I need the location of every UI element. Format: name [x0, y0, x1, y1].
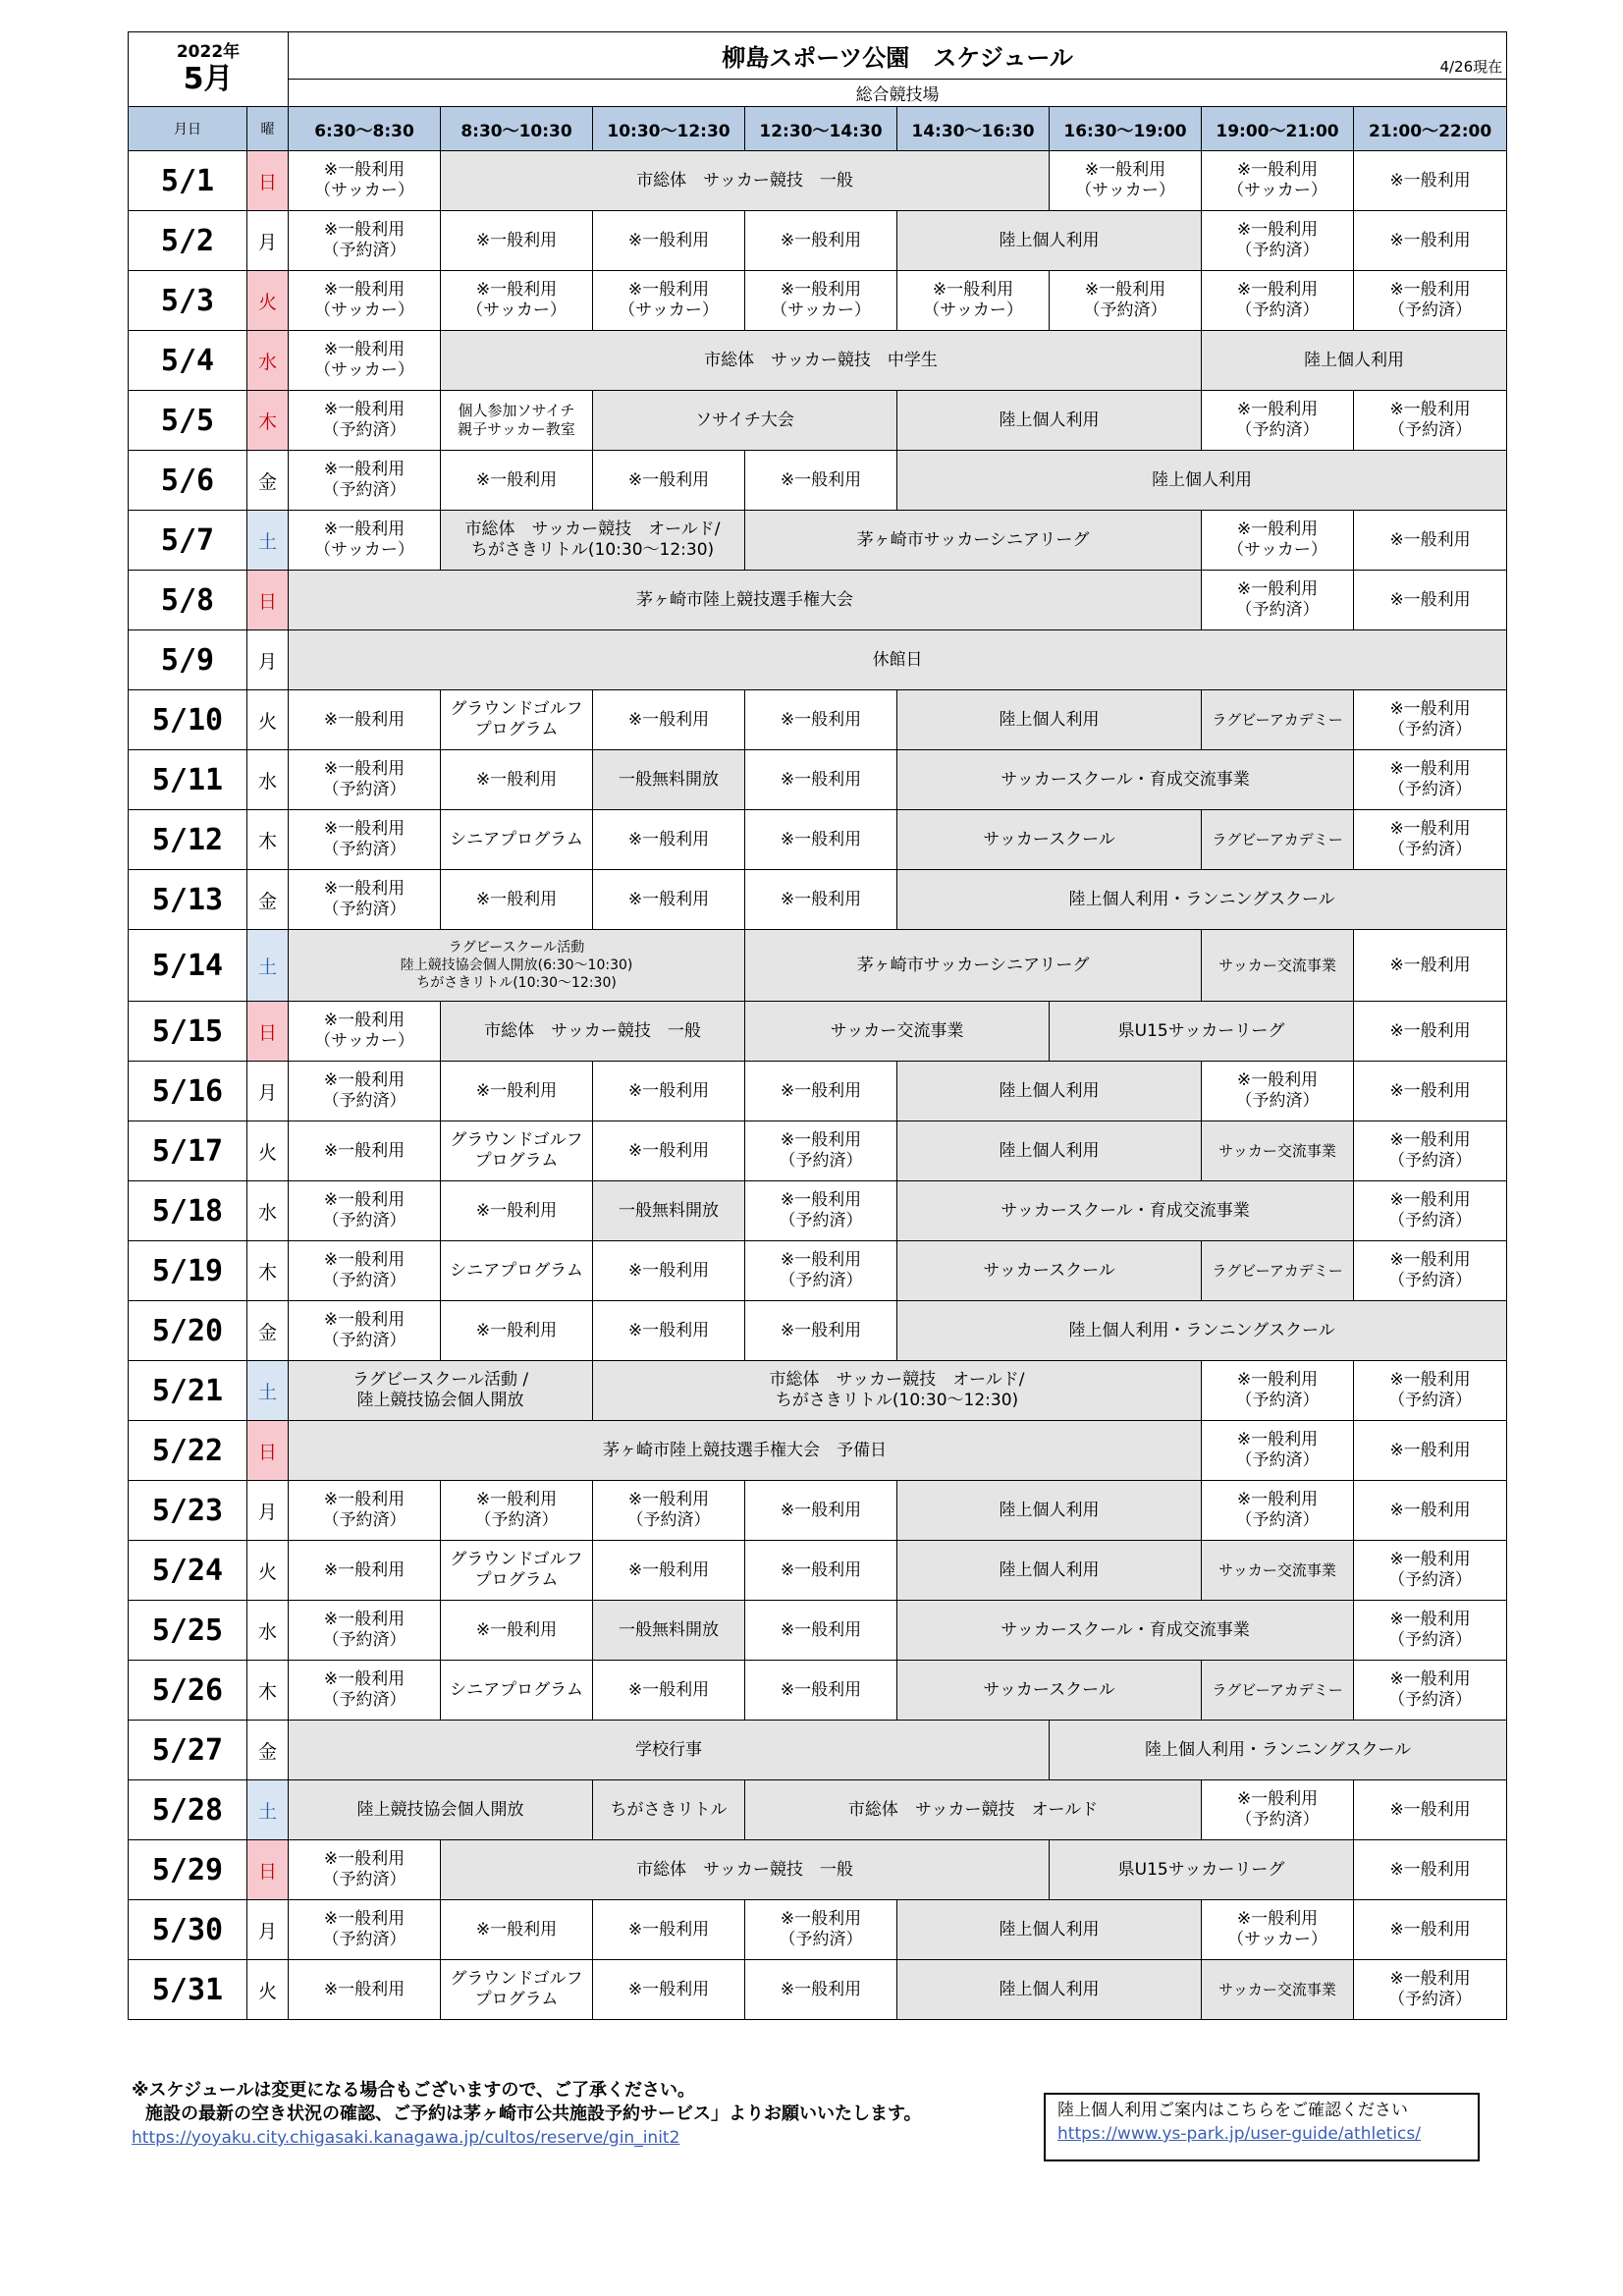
date-cell: 5/30 — [129, 1900, 247, 1960]
day-of-week-cell: 日 — [247, 151, 289, 211]
footer-notes — [132, 2079, 1015, 2150]
day-of-week-cell: 日 — [247, 1002, 289, 1062]
schedule-cell: ※一般利用 （予約済） — [1202, 391, 1354, 451]
schedule-cell: ※一般利用 （サッカー） — [289, 151, 441, 211]
schedule-cell: ラグビースクール活動 陸上競技協会個人開放(6:30～10:30) ちがさきリトル(10:30～12:30) — [289, 930, 745, 1002]
schedule-cell: ※一般利用 （予約済） — [1354, 1181, 1507, 1241]
month-label: 5月 — [183, 62, 234, 96]
schedule-cell: ソサイチ大会 — [593, 391, 897, 451]
day-of-week-cell: 木 — [247, 810, 289, 870]
as-of-date: 4/26現在 — [1439, 58, 1503, 76]
schedule-row — [129, 1002, 1507, 1062]
schedule-row — [129, 1780, 1507, 1840]
schedule-cell: グラウンドゴルフ プログラム — [441, 1121, 593, 1181]
date-cell: 5/1 — [129, 151, 247, 211]
day-of-week-cell: 月 — [247, 630, 289, 690]
day-of-week-cell: 月 — [247, 1062, 289, 1121]
schedule-cell: サッカー交流事業 — [1202, 1121, 1354, 1181]
day-of-week-cell: 日 — [247, 571, 289, 630]
schedule-row — [129, 1721, 1507, 1780]
schedule-cell: ※一般利用 （予約済） — [593, 1481, 745, 1541]
schedule-cell: ※一般利用 （予約済） — [289, 1840, 441, 1900]
schedule-row — [129, 571, 1507, 630]
schedule-cell: 市総体 サッカー競技 一般 — [441, 1840, 1050, 1900]
schedule-cell: ※一般利用 （予約済） — [289, 1661, 441, 1721]
schedule-cell: 県U15サッカーリーグ — [1050, 1002, 1354, 1062]
schedule-cell: ※一般利用 — [289, 1121, 441, 1181]
schedule-cell: ※一般利用 — [593, 1960, 745, 2020]
schedule-cell: サッカースクール — [897, 1661, 1202, 1721]
schedule-cell: ※一般利用 — [593, 1121, 745, 1181]
schedule-cell: ※一般利用 （予約済） — [1202, 271, 1354, 331]
date-cell: 5/4 — [129, 331, 247, 391]
schedule-cell: ※一般利用 — [441, 1062, 593, 1121]
schedule-cell: ※一般利用 （予約済） — [745, 1900, 897, 1960]
day-of-week-cell: 火 — [247, 1541, 289, 1601]
schedule-cell: ※一般利用 — [441, 1181, 593, 1241]
schedule-cell: ※一般利用 — [745, 870, 897, 930]
schedule-cell: ※一般利用 — [289, 690, 441, 750]
schedule-row — [129, 211, 1507, 271]
schedule-cell: 陸上個人利用 — [897, 1900, 1202, 1960]
schedule-cell: ※一般利用 （予約済） — [1354, 1960, 1507, 2020]
schedule-cell: ※一般利用 （予約済） — [289, 451, 441, 511]
schedule-cell: 陸上個人利用・ランニングスクール — [897, 870, 1507, 930]
athletics-info-box — [1044, 2093, 1480, 2161]
schedule-cell: ※一般利用 — [1354, 211, 1507, 271]
schedule-row — [129, 1900, 1507, 1960]
schedule-cell: 陸上個人利用 — [897, 1121, 1202, 1181]
schedule-cell: サッカー交流事業 — [1202, 1541, 1354, 1601]
day-of-week-cell: 金 — [247, 1721, 289, 1780]
schedule-cell: サッカー交流事業 — [745, 1002, 1050, 1062]
schedule-cell: ※一般利用 （予約済） — [745, 1121, 897, 1181]
schedule-cell: ※一般利用 — [593, 1900, 745, 1960]
schedule-cell: 陸上個人利用・ランニングスクール — [1050, 1721, 1507, 1780]
schedule-cell: 学校行事 — [289, 1721, 1050, 1780]
schedule-cell: 陸上個人利用 — [897, 690, 1202, 750]
schedule-cell: 陸上競技協会個人開放 — [289, 1780, 593, 1840]
day-of-week-cell: 月 — [247, 1481, 289, 1541]
schedule-cell: シニアプログラム — [441, 1661, 593, 1721]
schedule-cell: ※一般利用 （予約済） — [1354, 690, 1507, 750]
schedule-row — [129, 1481, 1507, 1541]
page-title: 柳島スポーツ公園 スケジュール — [722, 44, 1073, 72]
day-of-week-cell: 火 — [247, 271, 289, 331]
schedule-cell: ※一般利用 — [441, 451, 593, 511]
schedule-cell: ※一般利用 — [441, 211, 593, 271]
schedule-cell: ※一般利用 （予約済） — [1354, 1241, 1507, 1301]
schedule-cell: ※一般利用 — [745, 1661, 897, 1721]
schedule-cell: ※一般利用 （サッカー） — [1050, 151, 1202, 211]
schedule-cell: ※一般利用 （予約済） — [289, 391, 441, 451]
time-slot-header: 19:00～21:00 — [1202, 107, 1354, 151]
schedule-cell: ※一般利用 — [441, 750, 593, 810]
date-cell: 5/5 — [129, 391, 247, 451]
schedule-row — [129, 1421, 1507, 1481]
schedule-cell: ※一般利用 （サッカー） — [441, 271, 593, 331]
schedule-cell: ※一般利用 （サッカー） — [1202, 151, 1354, 211]
schedule-row — [129, 1062, 1507, 1121]
schedule-cell: ※一般利用 — [745, 1301, 897, 1361]
year-label: 2022年 — [176, 42, 241, 62]
schedule-cell: ※一般利用 — [593, 451, 745, 511]
day-of-week-cell: 木 — [247, 391, 289, 451]
schedule-cell: 市総体 サッカー競技 一般 — [441, 151, 1050, 211]
schedule-row — [129, 930, 1507, 1002]
schedule-cell: 陸上個人利用 — [897, 1481, 1202, 1541]
venue-label: 総合競技場 — [289, 80, 1507, 107]
day-of-week-cell: 金 — [247, 870, 289, 930]
schedule-cell: ※一般利用 （サッカー） — [745, 271, 897, 331]
schedule-cell: 市総体 サッカー競技 オールド — [745, 1780, 1202, 1840]
schedule-cell: ※一般利用 — [745, 211, 897, 271]
schedule-cell: ※一般利用 — [745, 451, 897, 511]
dow-column-header: 曜 — [247, 107, 289, 151]
schedule-cell: ※一般利用 — [1354, 930, 1507, 1002]
date-cell: 5/13 — [129, 870, 247, 930]
schedule-cell: ※一般利用 — [289, 1541, 441, 1601]
schedule-cell: 茅ヶ崎市陸上競技選手権大会 — [289, 571, 1202, 630]
schedule-cell: ※一般利用 — [745, 690, 897, 750]
schedule-cell: ※一般利用 （サッカー） — [289, 271, 441, 331]
title-row — [129, 32, 1507, 80]
date-cell: 5/15 — [129, 1002, 247, 1062]
day-of-week-cell: 金 — [247, 1301, 289, 1361]
day-of-week-cell: 水 — [247, 1181, 289, 1241]
schedule-cell: ※一般利用 — [1354, 1840, 1507, 1900]
day-of-week-cell: 木 — [247, 1661, 289, 1721]
schedule-cell: 一般無料開放 — [593, 1181, 745, 1241]
schedule-row — [129, 810, 1507, 870]
schedule-row — [129, 511, 1507, 571]
schedule-cell: ※一般利用 （予約済） — [289, 1062, 441, 1121]
schedule-cell: 茅ヶ崎市サッカーシニアリーグ — [745, 930, 1202, 1002]
schedule-cell: ※一般利用 （予約済） — [1354, 1541, 1507, 1601]
date-cell: 5/2 — [129, 211, 247, 271]
schedule-cell: ※一般利用 — [593, 1541, 745, 1601]
schedule-cell: ※一般利用 — [745, 1481, 897, 1541]
schedule-cell: ※一般利用 （予約済） — [1354, 391, 1507, 451]
reservation-link[interactable]: https://yoyaku.city.chigasaki.kanagawa.jp/cultos/reserve/gin_init2 — [132, 2128, 680, 2148]
schedule-table — [128, 31, 1507, 2020]
schedule-cell: ラグビーアカデミー — [1202, 690, 1354, 750]
schedule-cell: ※一般利用 — [593, 1062, 745, 1121]
schedule-row — [129, 331, 1507, 391]
schedule-cell: サッカースクール — [897, 810, 1202, 870]
schedule-cell: ※一般利用 （予約済） — [289, 1241, 441, 1301]
schedule-cell: ※一般利用 — [1354, 1002, 1507, 1062]
schedule-cell: ※一般利用 — [441, 1900, 593, 1960]
schedule-cell: ※一般利用 — [593, 1241, 745, 1301]
schedule-cell: サッカー交流事業 — [1202, 930, 1354, 1002]
schedule-cell: 茅ヶ崎市陸上競技選手権大会 予備日 — [289, 1421, 1202, 1481]
page-title-cell — [289, 32, 1507, 80]
schedule-cell: ※一般利用 （サッカー） — [289, 331, 441, 391]
schedule-cell: 県U15サッカーリーグ — [1050, 1840, 1354, 1900]
day-of-week-cell: 木 — [247, 1241, 289, 1301]
schedule-row — [129, 630, 1507, 690]
time-slot-header: 8:30～10:30 — [441, 107, 593, 151]
schedule-cell: ※一般利用 — [441, 1301, 593, 1361]
schedule-cell: サッカースクール・育成交流事業 — [897, 1601, 1354, 1661]
schedule-cell: ラグビーアカデミー — [1202, 1241, 1354, 1301]
schedule-cell: ※一般利用 （予約済） — [1354, 271, 1507, 331]
date-cell: 5/12 — [129, 810, 247, 870]
date-cell: 5/27 — [129, 1721, 247, 1780]
schedule-cell: 市総体 サッカー競技 オールド/ ちがさきリトル(10:30～12:30) — [593, 1361, 1202, 1421]
schedule-row — [129, 451, 1507, 511]
schedule-cell: 市総体 サッカー競技 オールド/ ちがさきリトル(10:30～12:30) — [441, 511, 745, 571]
time-slot-header: 14:30～16:30 — [897, 107, 1050, 151]
date-cell: 5/17 — [129, 1121, 247, 1181]
day-of-week-cell: 水 — [247, 331, 289, 391]
schedule-cell: ※一般利用 — [593, 1661, 745, 1721]
schedule-cell: ちがさきリトル — [593, 1780, 745, 1840]
schedule-cell: ※一般利用 — [745, 1601, 897, 1661]
schedule-row — [129, 1661, 1507, 1721]
schedule-cell: シニアプログラム — [441, 1241, 593, 1301]
schedule-cell: ※一般利用 （サッカー） — [593, 271, 745, 331]
day-of-week-cell: 火 — [247, 1121, 289, 1181]
schedule-cell: ※一般利用 — [745, 1960, 897, 2020]
schedule-cell: 陸上個人利用・ランニングスクール — [897, 1301, 1507, 1361]
date-cell: 5/19 — [129, 1241, 247, 1301]
schedule-cell: ※一般利用 — [593, 870, 745, 930]
day-of-week-cell: 土 — [247, 1361, 289, 1421]
day-of-week-cell: 火 — [247, 1960, 289, 2020]
date-cell: 5/10 — [129, 690, 247, 750]
schedule-cell: ※一般利用 — [745, 1062, 897, 1121]
day-of-week-cell: 水 — [247, 1601, 289, 1661]
date-cell: 5/20 — [129, 1301, 247, 1361]
schedule-cell: ※一般利用 （予約済） — [1354, 1601, 1507, 1661]
column-header-row — [129, 107, 1507, 151]
schedule-cell: 陸上個人利用 — [897, 1062, 1202, 1121]
day-of-week-cell: 月 — [247, 1900, 289, 1960]
date-cell: 5/14 — [129, 930, 247, 1002]
date-cell: 5/11 — [129, 750, 247, 810]
day-of-week-cell: 土 — [247, 511, 289, 571]
time-slot-header: 6:30～8:30 — [289, 107, 441, 151]
schedule-row — [129, 1541, 1507, 1601]
schedule-row — [129, 1601, 1507, 1661]
schedule-cell: 陸上個人利用 — [897, 1541, 1202, 1601]
schedule-cell: サッカー交流事業 — [1202, 1960, 1354, 2020]
day-of-week-cell: 金 — [247, 451, 289, 511]
date-cell: 5/6 — [129, 451, 247, 511]
schedule-cell: ※一般利用 （予約済） — [1202, 1421, 1354, 1481]
schedule-cell: サッカースクール — [897, 1241, 1202, 1301]
schedule-cell: ※一般利用 （予約済） — [1050, 271, 1202, 331]
notes-line-1: ※スケジュールは変更になる場合もございますので、ご了承ください。 — [132, 2080, 696, 2101]
schedule-cell: グラウンドゴルフ プログラム — [441, 1960, 593, 2020]
schedule-cell: グラウンドゴルフ プログラム — [441, 1541, 593, 1601]
athletics-guide-link[interactable]: https://www.ys-park.jp/user-guide/athletics/ — [1057, 2124, 1421, 2144]
schedule-cell: 陸上個人利用 — [1202, 331, 1507, 391]
schedule-cell: ※一般利用 （予約済） — [289, 750, 441, 810]
schedule-cell: ※一般利用 — [1354, 511, 1507, 571]
day-of-week-cell: 日 — [247, 1421, 289, 1481]
schedule-row — [129, 1121, 1507, 1181]
schedule-row — [129, 1181, 1507, 1241]
schedule-cell: ※一般利用 （予約済） — [289, 810, 441, 870]
date-cell: 5/3 — [129, 271, 247, 331]
schedule-cell: ※一般利用 — [1354, 1421, 1507, 1481]
schedule-cell: ※一般利用 — [593, 810, 745, 870]
schedule-row — [129, 1241, 1507, 1301]
schedule-cell: ※一般利用 — [1354, 1062, 1507, 1121]
schedule-cell: ※一般利用 （予約済） — [289, 1900, 441, 1960]
schedule-cell: ※一般利用 — [745, 1541, 897, 1601]
date-cell: 5/31 — [129, 1960, 247, 2020]
schedule-cell: ※一般利用 — [745, 750, 897, 810]
schedule-cell: ※一般利用 （予約済） — [745, 1241, 897, 1301]
date-cell: 5/26 — [129, 1661, 247, 1721]
schedule-cell: 一般無料開放 — [593, 750, 745, 810]
schedule-cell: サッカースクール・育成交流事業 — [897, 1181, 1354, 1241]
day-of-week-cell: 日 — [247, 1840, 289, 1900]
schedule-row — [129, 1960, 1507, 2020]
schedule-cell: ※一般利用 — [1354, 1481, 1507, 1541]
schedule-cell: ※一般利用 （予約済） — [289, 1181, 441, 1241]
date-cell: 5/16 — [129, 1062, 247, 1121]
time-slot-header: 21:00～22:00 — [1354, 107, 1507, 151]
date-cell: 5/23 — [129, 1481, 247, 1541]
athletics-info-text: 陸上個人利用ご案内はこちらをご確認ください — [1057, 2101, 1408, 2120]
schedule-cell: ※一般利用 — [1354, 1780, 1507, 1840]
schedule-cell: ラグビースクール活動 / 陸上競技協会個人開放 — [289, 1361, 593, 1421]
day-of-week-cell: 水 — [247, 750, 289, 810]
schedule-cell: 市総体 サッカー競技 中学生 — [441, 331, 1202, 391]
schedule-cell: 茅ヶ崎市サッカーシニアリーグ — [745, 511, 1202, 571]
schedule-cell: ※一般利用 （予約済） — [745, 1181, 897, 1241]
schedule-cell: 市総体 サッカー競技 一般 — [441, 1002, 745, 1062]
schedule-cell: ※一般利用 — [289, 1960, 441, 2020]
schedule-cell: ※一般利用 — [593, 690, 745, 750]
schedule-cell: ※一般利用 — [593, 211, 745, 271]
schedule-cell: ※一般利用 （サッカー） — [289, 1002, 441, 1062]
schedule-row — [129, 870, 1507, 930]
schedule-cell: 陸上個人利用 — [897, 211, 1202, 271]
schedule-row — [129, 690, 1507, 750]
schedule-cell: ※一般利用 （予約済） — [1354, 1121, 1507, 1181]
schedule-cell: ※一般利用 （予約済） — [441, 1481, 593, 1541]
schedule-cell: ラグビーアカデミー — [1202, 810, 1354, 870]
time-slot-header: 12:30～14:30 — [745, 107, 897, 151]
date-cell: 5/28 — [129, 1780, 247, 1840]
schedule-cell: 陸上個人利用 — [897, 451, 1507, 511]
schedule-cell: 個人参加ソサイチ 親子サッカー教室 — [441, 391, 593, 451]
venue-row — [129, 80, 1507, 107]
schedule-cell: ※一般利用 （予約済） — [1354, 1661, 1507, 1721]
day-of-week-cell: 土 — [247, 930, 289, 1002]
schedule-row — [129, 271, 1507, 331]
schedule-cell: 陸上個人利用 — [897, 1960, 1202, 2020]
notes-line-2: 施設の最新の空き状況の確認、ご予約は茅ヶ崎市公共施設予約サービス」よりお願いいたします。 — [145, 2104, 922, 2124]
schedule-cell: ラグビーアカデミー — [1202, 1661, 1354, 1721]
schedule-cell: ※一般利用 （予約済） — [1202, 211, 1354, 271]
schedule-cell: ※一般利用 （予約済） — [1202, 1780, 1354, 1840]
schedule-row — [129, 151, 1507, 211]
schedule-cell: ※一般利用 （予約済） — [289, 1601, 441, 1661]
date-cell: 5/24 — [129, 1541, 247, 1601]
schedule-cell: ※一般利用 （予約済） — [1202, 1361, 1354, 1421]
day-of-week-cell: 月 — [247, 211, 289, 271]
schedule-row — [129, 1301, 1507, 1361]
date-cell: 5/18 — [129, 1181, 247, 1241]
schedule-cell: ※一般利用 （予約済） — [1202, 1481, 1354, 1541]
schedule-row — [129, 1361, 1507, 1421]
schedule-cell: ※一般利用 （予約済） — [1354, 1361, 1507, 1421]
schedule-cell: シニアプログラム — [441, 810, 593, 870]
date-column-header: 月日 — [129, 107, 247, 151]
schedule-cell: ※一般利用 （予約済） — [1202, 1062, 1354, 1121]
day-of-week-cell: 火 — [247, 690, 289, 750]
schedule-cell: 休館日 — [289, 630, 1507, 690]
date-cell: 5/25 — [129, 1601, 247, 1661]
schedule-cell: サッカースクール・育成交流事業 — [897, 750, 1354, 810]
date-cell: 5/8 — [129, 571, 247, 630]
schedule-cell: ※一般利用 （サッカー） — [897, 271, 1050, 331]
day-of-week-cell: 土 — [247, 1780, 289, 1840]
schedule-cell: ※一般利用 （予約済） — [1202, 571, 1354, 630]
date-cell: 5/29 — [129, 1840, 247, 1900]
schedule-cell: 陸上個人利用 — [897, 391, 1202, 451]
schedule-cell: ※一般利用 （予約済） — [289, 870, 441, 930]
schedule-cell: ※一般利用 — [745, 810, 897, 870]
date-cell: 5/22 — [129, 1421, 247, 1481]
date-cell: 5/9 — [129, 630, 247, 690]
schedule-cell: ※一般利用 （予約済） — [1354, 810, 1507, 870]
schedule-cell: ※一般利用 — [593, 1301, 745, 1361]
schedule-cell: ※一般利用 — [1354, 1900, 1507, 1960]
schedule-cell: ※一般利用 （サッカー） — [1202, 511, 1354, 571]
schedule-row — [129, 750, 1507, 810]
schedule-cell: ※一般利用 （予約済） — [289, 1481, 441, 1541]
time-slot-header: 16:30～19:00 — [1050, 107, 1202, 151]
schedule-cell: ※一般利用 （サッカー） — [1202, 1900, 1354, 1960]
schedule-cell: ※一般利用 — [1354, 151, 1507, 211]
time-slot-header: 10:30～12:30 — [593, 107, 745, 151]
schedule-row — [129, 1840, 1507, 1900]
schedule-row — [129, 391, 1507, 451]
schedule-cell: ※一般利用 （サッカー） — [289, 511, 441, 571]
date-cell: 5/7 — [129, 511, 247, 571]
year-month-cell — [129, 32, 289, 107]
schedule-cell: グラウンドゴルフ プログラム — [441, 690, 593, 750]
schedule-cell: ※一般利用 （予約済） — [1354, 750, 1507, 810]
schedule-cell: ※一般利用 — [441, 870, 593, 930]
schedule-cell: ※一般利用 — [1354, 571, 1507, 630]
schedule-cell: ※一般利用 — [441, 1601, 593, 1661]
schedule-cell: 一般無料開放 — [593, 1601, 745, 1661]
schedule-cell: ※一般利用 （予約済） — [289, 211, 441, 271]
schedule-cell: ※一般利用 （予約済） — [289, 1301, 441, 1361]
date-cell: 5/21 — [129, 1361, 247, 1421]
